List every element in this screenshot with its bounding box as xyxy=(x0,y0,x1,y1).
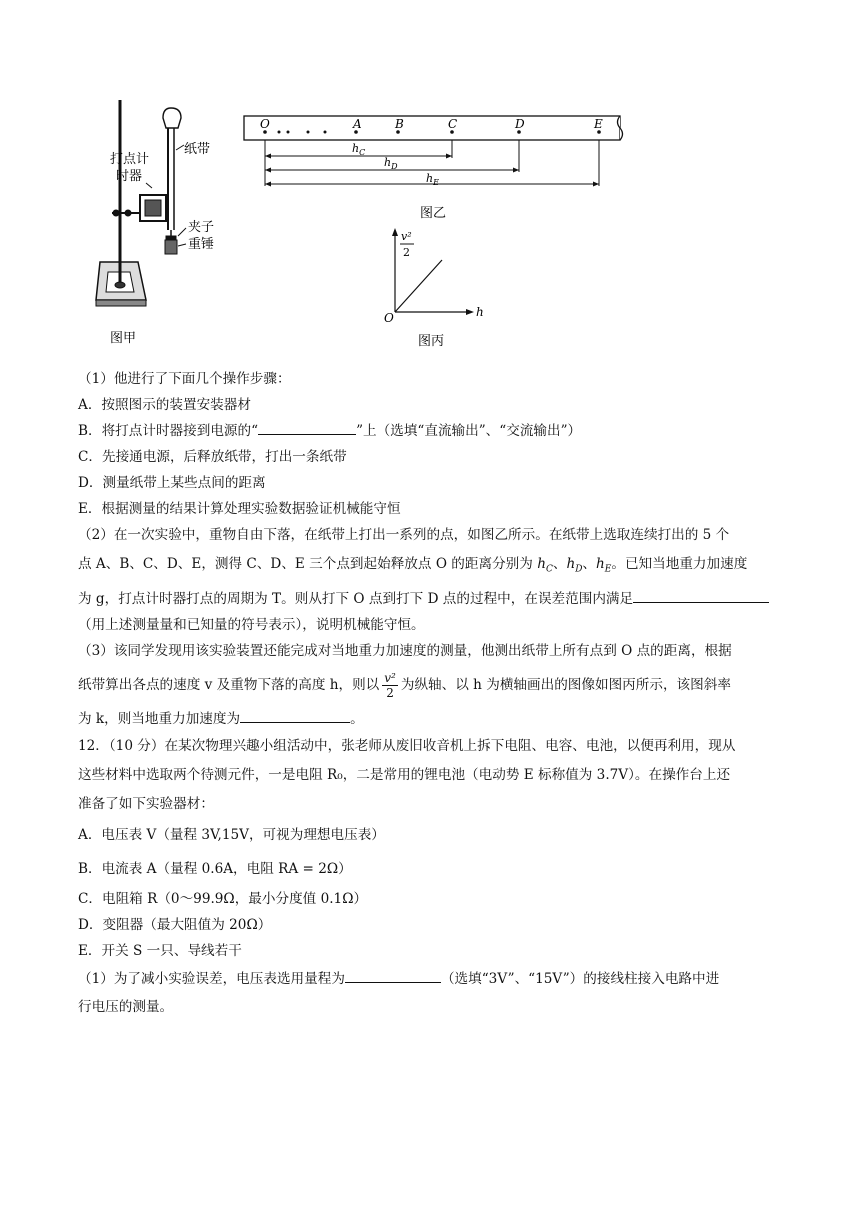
q11-part2-line3-text: 为 g，打点计时器打点的周期为 T。则从打下 O 点到打下 D 点的过程中，在误差范围内满足 xyxy=(78,590,634,607)
caption-bing: 图丙 xyxy=(418,334,445,349)
q11-part3-line2-pre: 纸带算出各点的速度 v 及重物下落的高度 h，则以 xyxy=(78,676,380,693)
q11-step-e: E．根据测量的结果计算处理实验数据验证机械能守恒 xyxy=(78,501,401,517)
point-label-o: O xyxy=(260,117,270,131)
q12-item-d: D．变阻器（最大阻值为 20Ω） xyxy=(78,916,272,933)
h-e: $h_E$ xyxy=(596,556,612,575)
q11-part3-line3-post: 。 xyxy=(350,710,364,727)
q12-part1-pre: （1）为了减小实验误差，电压表选用量程为 xyxy=(78,970,345,987)
figure-yi-tape xyxy=(244,116,623,187)
q11-part1-intro: （1）他进行了下面几个操作步骤： xyxy=(78,371,291,387)
answer-blank-conservation[interactable] xyxy=(633,587,769,603)
figure-jia-apparatus xyxy=(96,100,186,306)
fraction-num: v² xyxy=(384,670,396,685)
q11-part2-line3 xyxy=(78,586,794,612)
point-label-c: C xyxy=(448,117,458,131)
point-label-b: B xyxy=(395,117,404,131)
measure-hd: $h_D$ xyxy=(384,156,398,171)
q12-line3: 准备了如下实验器材： xyxy=(78,795,214,812)
label-weight: 重锤 xyxy=(188,237,215,252)
q11-part3-line3 xyxy=(78,706,794,732)
y-axis-den: 2 xyxy=(403,246,410,259)
q12-part1 xyxy=(78,964,794,994)
measure-he: $h_E$ xyxy=(426,172,439,187)
figures-svg xyxy=(0,0,860,360)
origin-label: O xyxy=(384,311,394,325)
label-clip: 夹子 xyxy=(188,220,215,235)
caption-yi: 图乙 xyxy=(420,206,447,221)
q12-part1-line2: 行电压的测量。 xyxy=(78,998,174,1015)
caption-jia: 图甲 xyxy=(110,331,137,346)
answer-blank-gravity[interactable] xyxy=(240,707,350,723)
question-text xyxy=(78,366,794,1020)
q12-item-c: C．电阻箱 R（0～99.9Ω，最小分度值 0.1Ω） xyxy=(78,890,368,907)
q11-part2-line4: （用上述测量量和已知量的符号表示），说明机械能守恒。 xyxy=(78,616,425,633)
label-timer-line2: 时器 xyxy=(116,169,143,184)
fraction-den: 2 xyxy=(386,685,394,700)
h-d: $h_D$ xyxy=(566,556,583,575)
x-axis-label: h xyxy=(476,305,484,319)
q11-step-b xyxy=(78,418,794,444)
q11-part2-line2: 点 A、B、C、D、E，测得 C、D、E 三个点到起始释放点 O 的距离分别为 $h_C$、$h_D$、$h_E$。已知当地重力加速度 xyxy=(78,556,748,575)
figures-area xyxy=(0,0,860,360)
q12-item-b: B．电流表 A（量程 0.6A，电阻 RA = 2Ω） xyxy=(78,860,352,877)
q11-part3-line1: （3）该同学发现用该实验装置还能完成对当地重力加速度的测量，他测出纸带上所有点到 O 点的距离，根据 xyxy=(78,642,732,659)
q11-part3-line2-post: 为纵轴、以 h 为横轴画出的图像如图丙所示，该图斜率 xyxy=(400,676,731,693)
q12-line1: 12．（10 分）在某次物理兴趣小组活动中，张老师从废旧收音机上拆下电阻、电容、电池，以便再利用，现从 xyxy=(78,737,736,754)
answer-blank-power[interactable] xyxy=(258,419,356,435)
point-label-e: E xyxy=(594,117,603,131)
q11-part3-line3-pre: 为 k，则当地重力加速度为 xyxy=(78,710,241,727)
q11-part2-line2-pre: 点 A、B、C、D、E，测得 C、D、E 三个点到起始释放点 O 的距离分别为 xyxy=(78,556,533,572)
measure-hc: $h_C$ xyxy=(352,142,366,157)
q11-part3-line2 xyxy=(78,664,794,706)
q12-line2: 这些材料中选取两个待测元件，一是电阻 R₀，二是常用的锂电池（电动势 E 标称值为 3.7V）。在操作台上还 xyxy=(78,766,731,783)
q12-item-a: A．电压表 V（量程 3V,15V，可视为理想电压表） xyxy=(78,826,385,843)
q11-part2-line2-post: 。已知当地重力加速度 xyxy=(611,556,748,572)
q11-step-c: C．先接通电源，后释放纸带，打出一条纸带 xyxy=(78,449,347,465)
q11-step-a: A．按照图示的装置安装器材 xyxy=(78,397,251,413)
fraction-v2-over-2 xyxy=(382,671,398,700)
q11-step-b-pre: B．将打点计时器接到电源的“ xyxy=(78,423,259,439)
q11-step-d: D．测量纸带上某些点间的距离 xyxy=(78,475,266,491)
q12-part1-post: （选填“3V”、“15V”）的接线柱接入电路中进 xyxy=(440,970,720,987)
q11-step-b-post: ”上（选填“直流输出”、“交流输出”） xyxy=(356,423,582,439)
q11-part2-line1: （2）在一次实验中，重物自由下落，在纸带上打出一系列的点，如图乙所示。在纸带上选取连续打出的 5 个 xyxy=(78,527,730,543)
label-tape: 纸带 xyxy=(184,142,211,157)
y-axis-num: v² xyxy=(401,230,412,243)
answer-blank-range[interactable] xyxy=(345,967,441,983)
h-c: $h_C$ xyxy=(537,556,553,575)
label-timer-line1: 打点计 xyxy=(110,152,150,167)
point-label-a: A xyxy=(353,117,362,131)
q12-item-e: E．开关 S 一只、导线若干 xyxy=(78,942,242,959)
point-label-d: D xyxy=(515,117,525,131)
